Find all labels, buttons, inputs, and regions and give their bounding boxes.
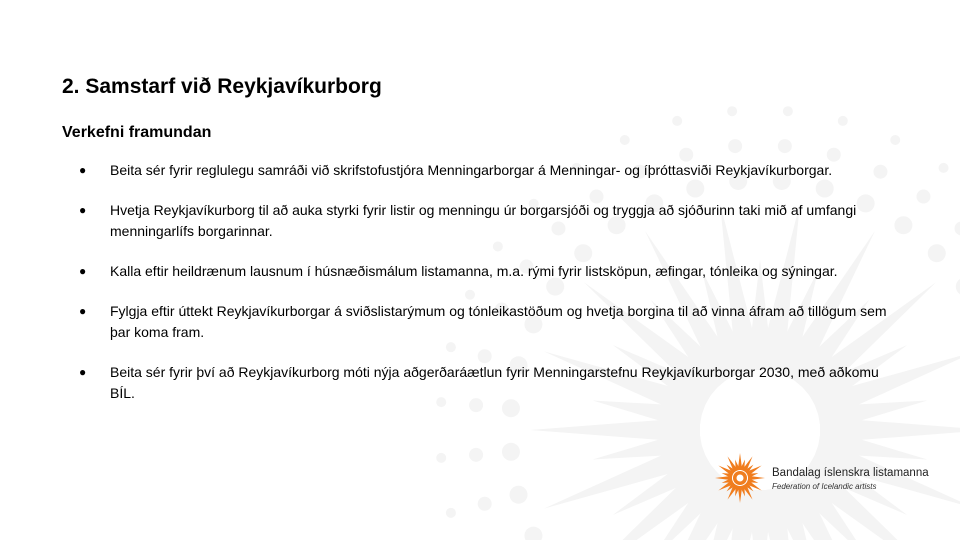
logo-name: Bandalag íslenskra listamanna	[772, 467, 929, 479]
bullet-dot: ●	[79, 264, 87, 278]
list-item	[62, 261, 902, 282]
sun-burst-icon	[714, 452, 766, 504]
bullet-text: Beita sér fyrir reglulegu samráði við skrifstofustjóra Menningarborgar á Menningar- og íþróttasviði Reykjavíkurborgar.	[110, 162, 833, 178]
bullet-dot: ●	[79, 365, 87, 379]
logo	[714, 452, 944, 504]
bullet-text: Beita sér fyrir því að Reykjavíkurborg móti nýja aðgerðaráætlun fyrir Menningarstefnu Reykjavíkurborgar 2030, með aðkomu BÍL.	[110, 364, 879, 401]
bullet-dot: ●	[79, 203, 87, 217]
list-item	[62, 200, 902, 242]
bullet-text: Fylgja eftir úttekt Reykjavíkurborgar á sviðslistarýmum og tónleikastöðum og hvetja borgina til að vinna áfram að tillögum sem þar koma fram.	[110, 303, 887, 340]
list-item	[62, 362, 902, 404]
slide-subtitle: Verkefni framundan	[62, 124, 212, 141]
bullet-text: Kalla eftir heildrænum lausnum í húsnæðismálum listamanna, m.a. rými fyrir listsköpun, æfingar, tónleika og sýningar.	[110, 263, 838, 279]
bullet-dot: ●	[79, 304, 87, 318]
bullet-text: Hvetja Reykjavíkurborg til að auka styrki fyrir listir og menningu úr borgarsjóði og tryggja að sjóðurinn taki mið af umfangi menningarlífs borgarinnar.	[110, 202, 857, 239]
bullet-list	[62, 160, 902, 423]
slide-title: 2. Samstarf við Reykjavíkurborg	[62, 75, 382, 98]
list-item	[62, 301, 902, 343]
bullet-dot: ●	[79, 163, 87, 177]
logo-subtitle: Federation of Icelandic artists	[772, 481, 877, 491]
list-item	[62, 160, 902, 181]
